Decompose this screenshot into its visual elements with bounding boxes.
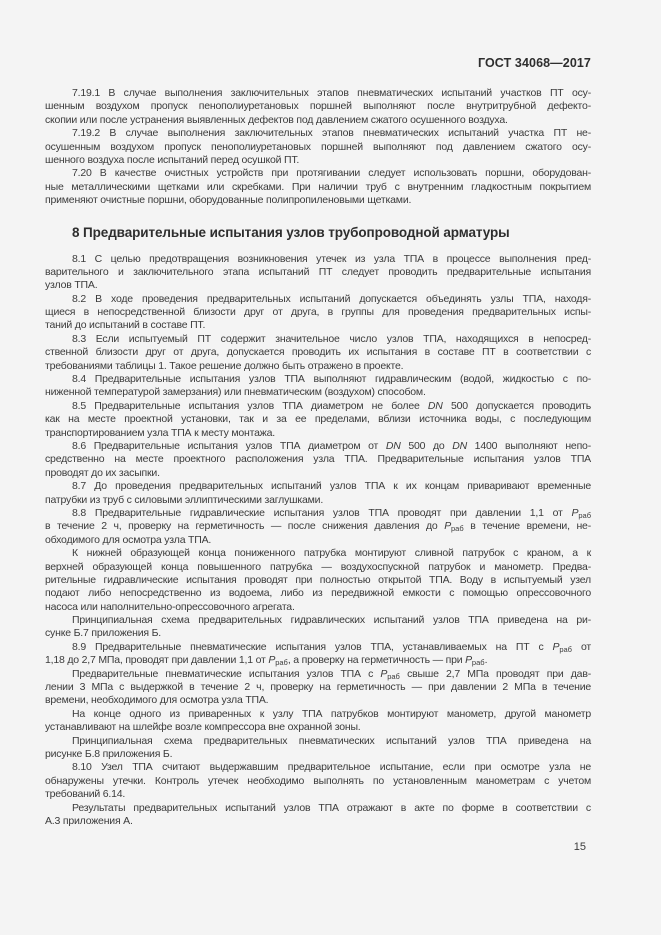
paragraph (45, 440, 591, 480)
text-line: 8.1 С целью предотвращения возникновения утечек из узла ТПА в процессе выполнения пред- (72, 252, 591, 265)
paragraph (45, 708, 591, 735)
text-line: 7.19.1 В случае выполнения заключительных этапов пневматических испытаний участков ПТ осу- (72, 87, 591, 99)
text-line: транспортированием узла ТПА к месту монтажа. (45, 426, 275, 439)
text-line: верхней образующей конца повышенного патрубка — воздухоспускной патрубок и манометр. Предва- (45, 560, 591, 573)
text-line: патрубки из труб с силовыми эллиптическими заглушками. (45, 493, 324, 506)
text-line: требованиями таблицы 1. Такое решение должно быть отражено в проекте. (45, 359, 404, 372)
text-line: 8.4 Предварительные испытания узлов ТПА выполняют гидравлическим (водой, жидкостью с по- (72, 373, 591, 386)
text-line: обнаружены утечки. Контроль утечек необходимо выполнять по установленным манометрам с учетом (45, 774, 591, 787)
text-line: варительного и заключительного этапа испытаний ПТ следует проводить предварительные испытания (45, 265, 591, 278)
text-line: в течение 2 ч, проверку на герметичность — после снижения давления до $P_{раб}$ в течение времени, не- (45, 520, 591, 534)
text-line: ниженной температурой замерзания) или пневматическим (воздухом) способом. (45, 386, 426, 399)
text-line: рисунке Б.8 приложения Б. (45, 747, 173, 760)
paragraph (45, 735, 591, 762)
text-line: скопии или после устранения выявленных дефектов под давлением сжатого осушенного воздуха. (45, 113, 508, 126)
paragraph (45, 802, 591, 829)
text-line: узлов ТПА. (45, 279, 98, 292)
text-line: 8.2 В ходе проведения предварительных испытаний допускается объединять узлы ТПА, находя- (72, 292, 591, 305)
page-number: 15 (573, 841, 586, 853)
section-8-heading: 8 Предварительные испытания узлов трубопроводной арматуры (72, 224, 510, 240)
text-line: насоса или наполнительно-опрессовочного агрегата. (45, 600, 295, 613)
paragraph (45, 167, 591, 207)
section-7-paragraphs (45, 87, 591, 208)
text-line: Результаты предварительных испытаний узлов ТПА отражают в акте по форме в соответствии с (72, 801, 591, 814)
text-line: применяют очистные поршни, оборудованные полипропиленовыми щетками. (45, 194, 412, 207)
paragraph (45, 507, 591, 547)
paragraph (45, 373, 591, 400)
text-line: проводят до их засыпки. (45, 466, 160, 479)
text-line: 8.6 Предварительные испытания узлов ТПА диаметром от DN 500 до DN 1400 выполняют непо- (72, 439, 591, 452)
text-line: 8.10 Узел ТПА считают выдержавшим предварительное испытание, если при осмотре узла не (72, 761, 591, 774)
text-line: щиеся в непосредственной близости друг от друга, в группы для проведения предварительных испы- (45, 306, 591, 319)
text-line: рительные гидравлические испытания проводят при полностью открытой ТПА. Воду в испытуемый узел (45, 573, 591, 586)
text-line: 1,18 до 2,7 МПа, проводят при давлении 1,1 от $P_{раб}$, а проверку на герметичность — при $P_{раб}$. (45, 654, 488, 668)
text-line: К нижней образующей конца пониженного патрубка монтируют сливной патрубок с краном, а к (72, 547, 591, 560)
running-header-doc-code: ГОСТ 34068—2017 (477, 56, 591, 70)
text-line: ственной близости друг от друга, допускается проводить их испытания в составе ПТ в соответствии с (45, 346, 591, 359)
text-line: шенного воздуха после испытаний перед осушкой ПТ. (45, 153, 300, 166)
text-line: времени, необходимого для осмотра узла ТПА. (45, 694, 269, 707)
text-line: шенным воздухом пропуск пенополиуретановых поршней выполняют после внутритрубной дефекто- (45, 100, 591, 113)
text-line: требований 6.14. (45, 788, 126, 801)
paragraph (45, 614, 591, 641)
text-line: таний до испытаний в составе ПТ. (45, 319, 206, 332)
text-line: На конце одного из приваренных к узлу ТПА патрубков монтируют манометр, другой манометр (72, 707, 591, 720)
text-line: обходимого для осмотра узла ТПА. (45, 533, 212, 546)
page-content (45, 87, 591, 828)
text-line: Принципиальная схема предварительных пневматических испытаний узлов ТПА приведена на (72, 734, 591, 747)
paragraph (45, 400, 591, 440)
text-line: Принципиальная схема предварительных гидравлических испытаний узлов ТПА приведена на ри- (72, 614, 591, 627)
text-line: А.3 приложения А. (45, 814, 133, 827)
text-line: Предварительные пневматические испытания узлов ТПА с $P_{раб}$ свыше 2,7 МПа проводят при дав- (72, 667, 591, 681)
paragraph (45, 87, 591, 127)
text-line: 8.5 Предварительные испытания узлов ТПА диаметром не более DN 500 допускается проводить (72, 399, 591, 412)
text-line: как на месте проектной установки, так и за ее пределами, вблизи источника воды, с последующим (45, 413, 591, 426)
text-line: подают либо непосредственно из водоема, либо из передвижной емкости с помощью опрессовочного (45, 587, 591, 600)
text-line: осушенным воздухом пропуск пенополиуретановых поршней выполняют под давлением сжатого осу- (45, 140, 591, 153)
paragraph (45, 480, 591, 507)
paragraph (45, 641, 591, 668)
text-line: сунке Б.7 приложения Б. (45, 627, 162, 640)
text-line: 8.7 До проведения предварительных испытаний узлов ТПА к их концам приваривают временные (72, 480, 591, 493)
paragraph (45, 293, 591, 333)
text-line: 7.19.2 В случае выполнения заключительных этапов пневматических испытаний участка ПТ не- (72, 127, 591, 140)
text-line: лении 3 МПа с выдержкой в течение 2 ч, проверку на герметичность — при давлении 2 МПа в течение (45, 681, 591, 694)
paragraph (45, 253, 591, 293)
paragraph (45, 333, 591, 373)
text-line: 7.20 В качестве очистных устройств при протягивании следует использовать поршни, оборудован- (72, 167, 591, 180)
text-line: устанавливают на шлейфе возле компрессора вне охранной зоны. (45, 721, 361, 734)
text-line: 8.3 Если испытуемый ПТ содержит значительное число узлов ТПА, находящихся в непосред- (72, 332, 591, 345)
text-line: 8.9 Предварительные пневматические испытания узлов ТПА, устанавливаемых на ПТ с $P_{раб}$ от (72, 640, 591, 654)
text-line: ные металлическими щетками или скребками. При наличии труб с внутренним гладкостным покрытием (45, 180, 591, 193)
paragraph (45, 127, 591, 167)
text-line: средственно на месте проектного расположения узла ТПА. Предварительные испытания узлов ТПА (45, 453, 591, 466)
paragraph (45, 668, 591, 708)
text-line: 8.8 Предварительные гидравлические испытания узлов ТПА проводят при давлении 1,1 от $P_{раб}$ (72, 506, 591, 520)
paragraph (45, 761, 591, 801)
section-8-paragraphs (45, 253, 591, 829)
paragraph (45, 547, 591, 614)
